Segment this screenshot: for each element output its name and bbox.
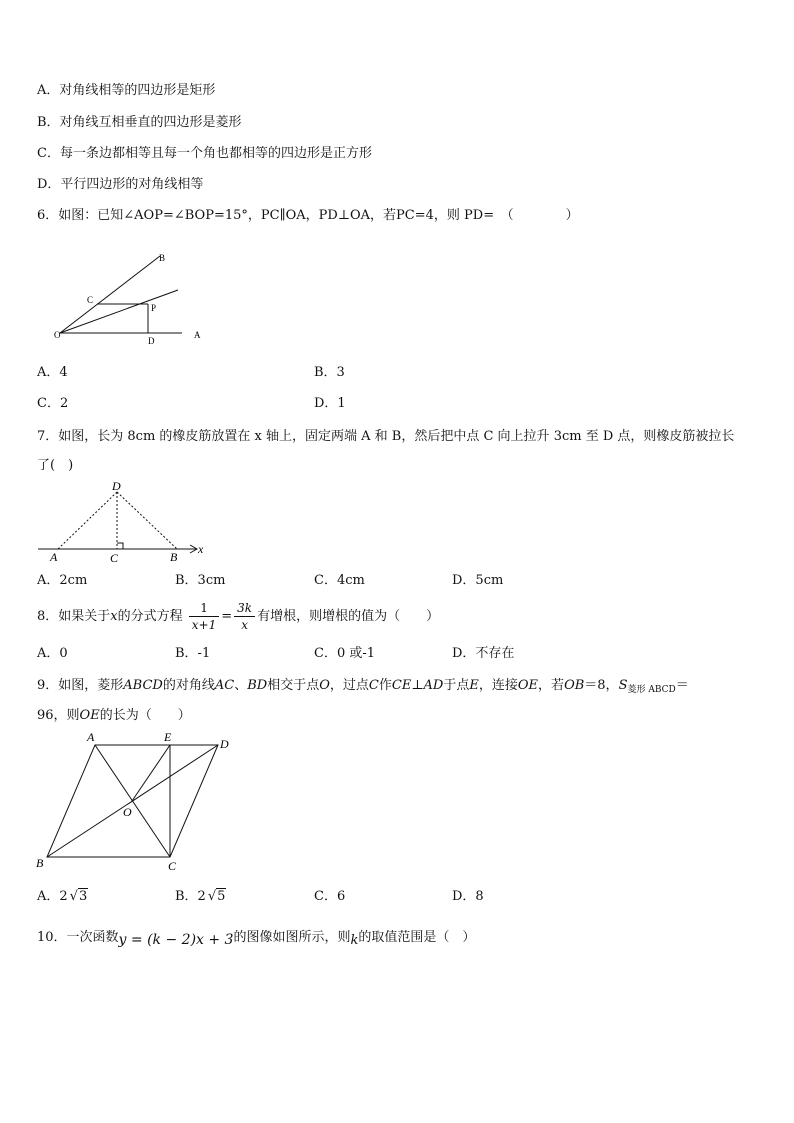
q8-fraction-left — [189, 600, 219, 633]
q9-stem-f: 于点 — [443, 678, 470, 693]
q6-ray-ob — [60, 256, 160, 333]
q9-label-c: C — [168, 859, 177, 873]
q9-ac: AC — [214, 678, 235, 693]
q9-stem-b: 的对角线 — [162, 678, 215, 693]
q8-frac2-den: x — [241, 618, 248, 632]
q9-oe: OE — [517, 678, 539, 693]
q6-option-b: B．3 — [314, 365, 345, 380]
q9-ob: OB — [564, 678, 585, 693]
q9-sep: 、 — [234, 678, 248, 693]
q9-option-d: D．8 — [452, 889, 484, 904]
q9-line2-oe: OE — [79, 708, 100, 723]
q8-option-d: D．不存在 — [452, 646, 515, 661]
q6-option-a: A．4 — [37, 365, 68, 380]
q10-prefix: 10．一次函数 — [37, 930, 119, 945]
q6-figure — [50, 220, 220, 350]
q9-s: S — [618, 678, 628, 693]
q9-label-e: E — [164, 730, 172, 744]
q6-label-a: A — [194, 330, 201, 340]
q9-stem-j: ＝ — [675, 678, 689, 693]
q9-o: O — [319, 678, 330, 693]
q9-e: E — [469, 678, 479, 693]
q5-option-c: C．每一条边都相等且每一个角也都相等的四边形是正方形 — [37, 146, 372, 161]
q7-segment-db — [117, 492, 177, 549]
q9-figure — [30, 728, 250, 878]
q9-line2-a: 96，则 — [37, 708, 80, 723]
q9-option-a-radicand: 3 — [78, 889, 88, 904]
q9-label-b: B — [36, 856, 44, 870]
q9-option-a-text: A．2 — [37, 889, 68, 904]
q7-label-d: D — [112, 479, 121, 493]
q7-label-b: B — [170, 550, 178, 564]
q9-stem-line1 — [37, 677, 689, 699]
q8-fraction-right — [234, 600, 255, 633]
q6-label-p: P — [151, 303, 157, 313]
q9-stem-h: ，若 — [538, 678, 565, 693]
q7-option-d: D．5cm — [452, 573, 504, 588]
q10-var: k — [350, 933, 359, 948]
q9-stem-a: 9．如图，菱形 — [37, 678, 124, 693]
q6-label-d: D — [148, 336, 155, 346]
q9-cead: CE⊥AD — [391, 678, 444, 693]
q9-abcd: ABCD — [123, 678, 163, 693]
q7-segment-da — [58, 492, 117, 549]
q9-line2-b: 的长为（ ） — [99, 708, 191, 723]
q8-frac1-den: x+1 — [191, 618, 217, 632]
q5-option-b: B．对角线互相垂直的四边形是菱形 — [37, 115, 242, 130]
q7-figure — [30, 478, 220, 568]
q10-stem — [37, 928, 475, 947]
q7-label-c: C — [110, 551, 119, 565]
q9-option-a — [37, 888, 88, 906]
q7-option-b: B．3cm — [175, 573, 226, 588]
q5-option-d: D．平行四边形的对角线相等 — [37, 177, 204, 192]
q8-prefix: 8．如果关于 — [37, 609, 111, 624]
q8-middle: 的分式方程 — [117, 609, 183, 624]
q6-label-c: C — [87, 295, 94, 305]
q8-option-a: A．0 — [37, 646, 68, 661]
q7-stem-line1: 7．如图，长为 8cm 的橡皮筋放置在 x 轴上，固定两端 A 和 B，然后把中点 C 向上拉升 3cm 至 D 点，则橡皮筋被拉长 — [37, 429, 735, 444]
q9-label-a: A — [87, 730, 95, 744]
q9-bd: BD — [247, 678, 268, 693]
q7-label-x: x — [198, 542, 204, 556]
q10-formula: y = (k − 2)x + 3 — [118, 932, 234, 948]
q6-option-c: C．2 — [37, 396, 69, 411]
q9-s-sub: 菱形 ABCD — [627, 685, 676, 695]
q8-equals: = — [221, 609, 233, 624]
q9-stem-e: 作 — [378, 678, 392, 693]
q7-label-a: A — [50, 550, 58, 564]
q6-ray-op — [60, 290, 178, 333]
q8-suffix: 有增根，则增根的值为（ ） — [257, 609, 440, 624]
q9-stem-line2 — [37, 707, 191, 725]
q9-stem-d: ，过点 — [329, 678, 369, 693]
q9-label-o: O — [123, 805, 132, 819]
q9-stem-g: ，连接 — [478, 678, 518, 693]
q10-suffix: 的取值范围是（ ） — [358, 930, 476, 945]
q7-right-angle-mark — [117, 543, 123, 549]
q9-segment-oe — [132, 745, 170, 801]
q9-option-b-text: B．2 — [175, 889, 206, 904]
q9-option-a-radical: √3 — [69, 889, 88, 904]
q9-option-b-radical: √5 — [207, 889, 226, 904]
q7-option-c: C．4cm — [314, 573, 365, 588]
q6-label-b: B — [159, 253, 166, 263]
q8-stem — [37, 600, 439, 634]
q10-middle: 的图像如图所示，则 — [233, 930, 351, 945]
q9-stem-i: ＝8， — [584, 678, 619, 693]
q6-option-d: D．1 — [314, 396, 346, 411]
q7-option-a: A．2cm — [37, 573, 88, 588]
q8-option-b: B．-1 — [175, 646, 211, 661]
q8-option-c: C．0 或-1 — [314, 646, 376, 661]
q9-c: C — [368, 678, 379, 693]
q9-option-b-radicand: 5 — [217, 889, 226, 904]
q6-label-o: O — [54, 330, 61, 340]
q7-stem-line2: 了( ) — [37, 458, 74, 473]
q8-frac1-num: 1 — [189, 600, 219, 617]
q5-option-a: A．对角线相等的四边形是矩形 — [37, 83, 216, 98]
q9-label-d: D — [220, 737, 229, 751]
q8-frac2-num: 3k — [234, 600, 255, 617]
q9-option-c: C．6 — [314, 889, 346, 904]
q9-option-b — [175, 888, 226, 906]
q6-stem: 6．如图：已知∠AOP=∠BOP=15°，PC∥OA，PD⊥OA，若PC=4，则 PD= （ ） — [37, 208, 579, 223]
q8-var: x — [110, 609, 118, 624]
q9-stem-c: 相交于点 — [267, 678, 320, 693]
